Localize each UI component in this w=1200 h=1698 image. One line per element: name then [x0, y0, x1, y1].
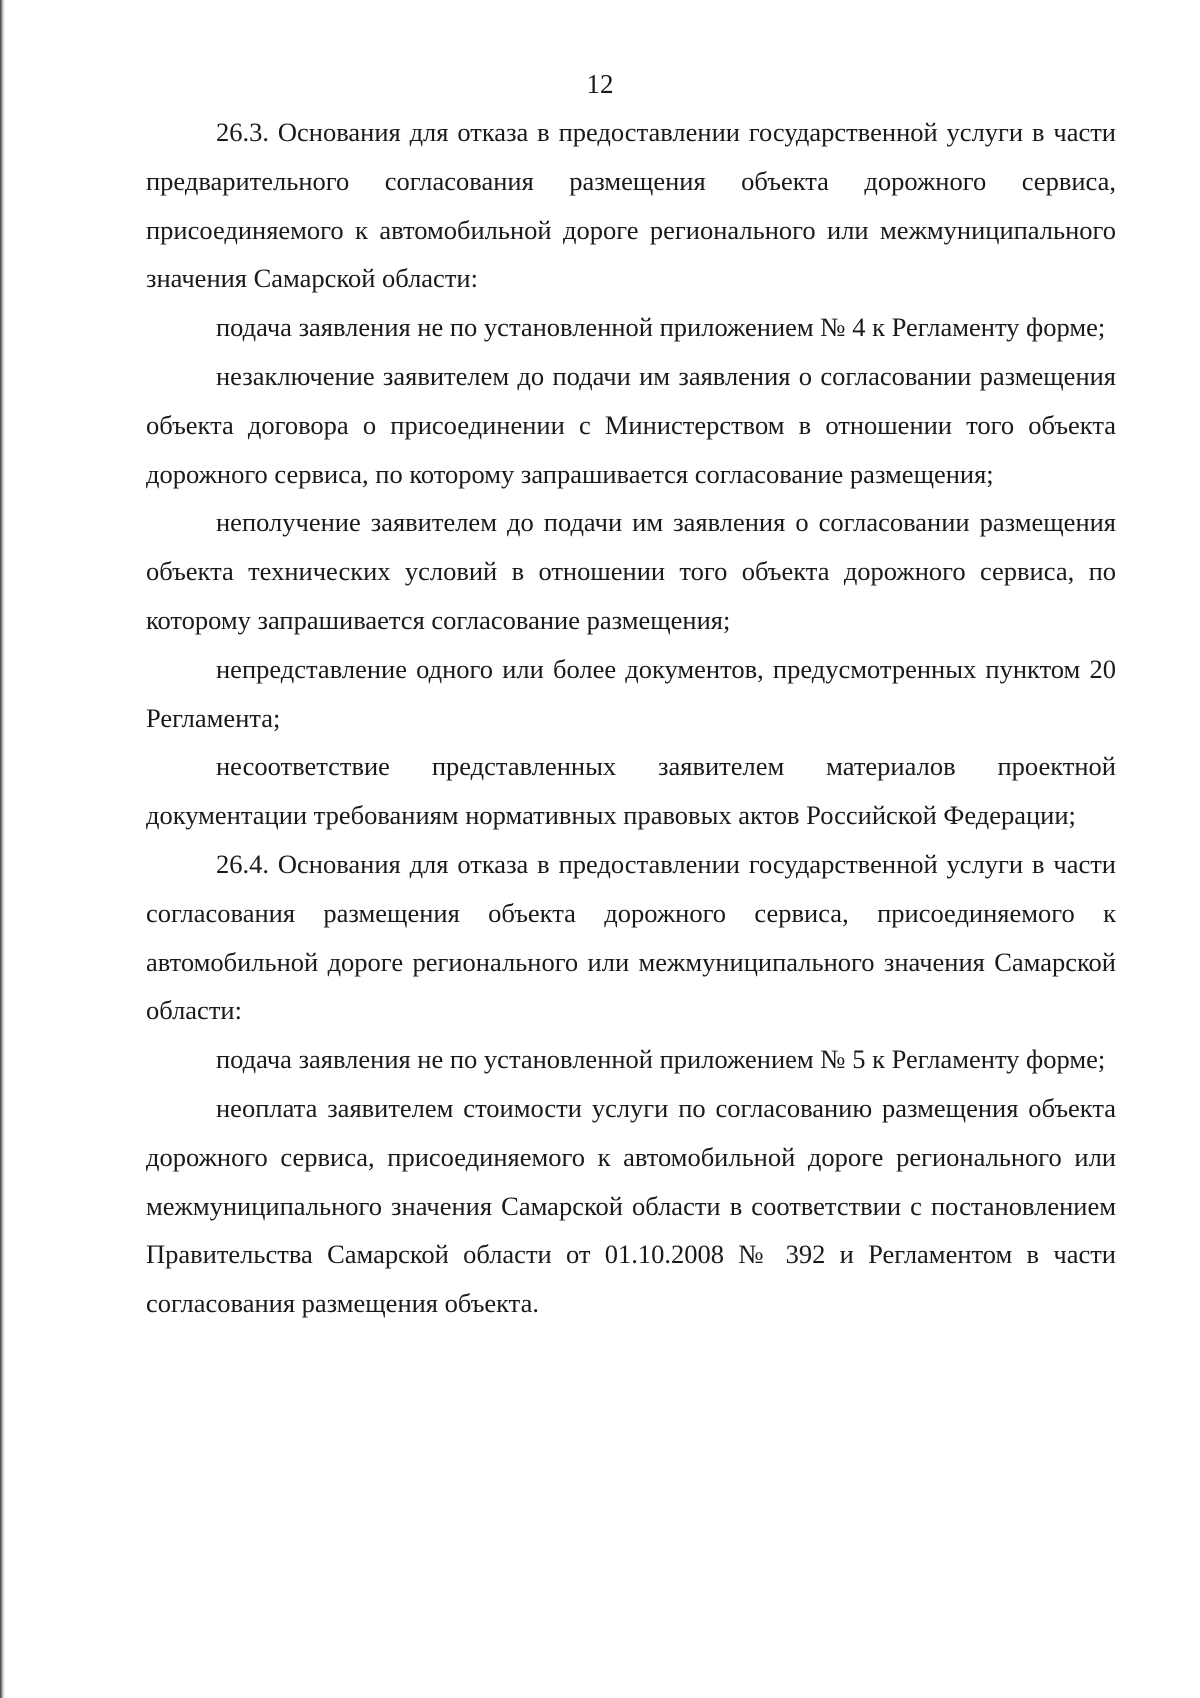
paragraph-form-4: подача заявления не по установленной приложением № 4 к Регламенту форме; — [216, 312, 1106, 343]
paragraph-26-4: 26.4. Основания для отказа в предоставлении государственной услуги в части согласования размещения объекта дорожного сервиса, присоединяемого к автомобильной дороге регионального или межмуниципального значения Самарской области: — [146, 848, 1116, 1026]
scan-edge — [0, 0, 5, 1698]
paragraph-missing-documents: непредставление одного или более документов, предусмотренных пунктом 20 Регламента; — [146, 653, 1116, 733]
paragraph-no-contract: незаключение заявителем до подачи им заявления о согласовании размещения объекта договора о присоединении с Министерством в отношении того объекта дорожного сервиса, по которому запрашивается согласование размещения; — [146, 360, 1116, 489]
paragraph-nonconformity: несоответствие представленных заявителем материалов проектной документации требованиям нормативных правовых актов Российской Федерации; — [146, 751, 1116, 831]
document-body — [146, 108, 1116, 1328]
paragraph-26-3: 26.3. Основания для отказа в предоставлении государственной услуги в части предварительного согласования размещения объекта дорожного сервиса, присоединяемого к автомобильной дороге регионального или межмуниципального значения Самарской области: — [146, 117, 1116, 294]
page-number: 12 — [586, 69, 614, 99]
paragraph-form-5: подача заявления не по установленной приложением № 5 к Регламенту форме; — [216, 1044, 1106, 1075]
paragraph-nonpayment: неоплата заявителем стоимости услуги по согласованию размещения объекта дорожного сервиса, присоединяемого к автомобильной дороге регионального или межмуниципального значения Самарской области в соответствии с постановлением Правительства Самарской области от 01.10.2008 № 392 и Регламентом в части согласования размещения объекта. — [146, 1092, 1116, 1319]
paragraph-no-tech-conditions: неполучение заявителем до подачи им заявления о согласовании размещения объекта технических условий в отношении того объекта дорожного сервиса, по которому запрашивается согласование размещения; — [146, 507, 1116, 635]
